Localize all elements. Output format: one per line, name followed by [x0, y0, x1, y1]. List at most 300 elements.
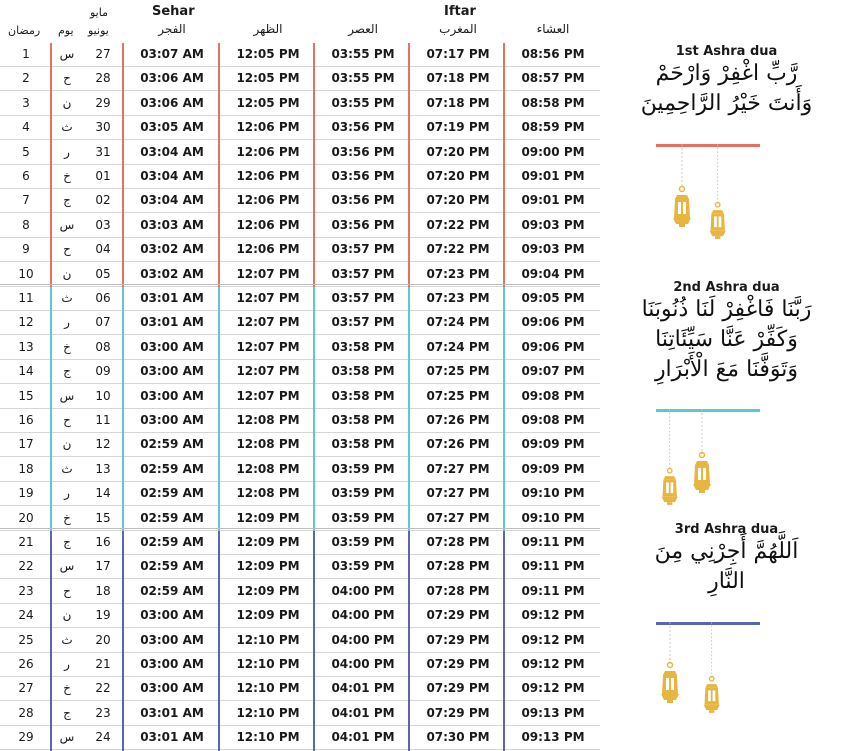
cell-date: 06 — [95, 291, 111, 305]
cell-date: 08 — [95, 339, 111, 354]
cell-asr: 04:01 PM — [331, 730, 395, 745]
header-asr: العصر — [348, 22, 378, 36]
cell-maghrib: 07:28 PM — [426, 559, 490, 574]
cell-day: ح — [63, 583, 71, 598]
table-row — [0, 677, 600, 701]
cell-maghrib: 07:29 PM — [426, 632, 490, 647]
cell-isha: 09:12 PM — [521, 632, 585, 647]
cell-isha: 09:09 PM — [521, 437, 585, 452]
table-row — [0, 336, 600, 360]
cell-fajr: 03:01 AM — [140, 705, 204, 720]
cell-asr: 03:57 PM — [331, 242, 395, 257]
lantern-icon — [669, 144, 695, 230]
column-divider — [122, 531, 124, 751]
cell-day: س — [59, 730, 75, 745]
lantern-icon — [700, 622, 723, 716]
cell-ramzan: 24 — [18, 608, 34, 623]
cell-isha: 09:11 PM — [521, 559, 585, 574]
cell-isha: 09:00 PM — [521, 144, 585, 159]
cell-isha: 09:13 PM — [521, 730, 585, 745]
cell-day: ح — [63, 242, 71, 257]
header-isha: العشاء — [536, 22, 570, 36]
cell-zuhr: 12:06 PM — [236, 120, 300, 135]
cell-day: ن — [62, 608, 72, 623]
cell-isha: 09:12 PM — [521, 681, 585, 696]
cell-date: 04 — [95, 242, 111, 257]
cell-fajr: 03:00 AM — [140, 657, 204, 671]
cell-ramzan: 7 — [22, 193, 30, 208]
header-zuhr: الظهر — [253, 22, 283, 36]
cell-day: خ — [63, 681, 71, 696]
dua-line: وَأَنتَ خَيْرُ الرَّاحِمِينَ — [640, 91, 813, 116]
table-row — [0, 263, 600, 287]
cell-day: ح — [63, 413, 71, 427]
cell-day: ن — [62, 437, 72, 452]
cell-ramzan: 28 — [18, 705, 34, 720]
table-row — [0, 507, 600, 531]
cell-zuhr: 12:06 PM — [236, 193, 300, 208]
cell-asr: 04:00 PM — [331, 608, 395, 623]
cell-date: 09 — [95, 364, 111, 379]
cell-ramzan: 13 — [18, 339, 34, 354]
cell-ramzan: 17 — [18, 437, 34, 452]
cell-day: ث — [61, 120, 73, 135]
dua-block — [610, 280, 843, 385]
cell-date: 15 — [95, 510, 111, 525]
cell-maghrib: 07:27 PM — [426, 510, 490, 525]
cell-date: 29 — [95, 95, 111, 110]
column-divider — [218, 531, 220, 751]
column-divider — [218, 287, 220, 531]
cell-isha: 09:09 PM — [521, 461, 585, 476]
table-row — [0, 653, 600, 677]
column-divider — [50, 287, 52, 531]
cell-zuhr: 12:06 PM — [236, 217, 300, 232]
cell-day: ث — [61, 632, 73, 647]
cell-date: 03 — [95, 217, 111, 232]
table-row — [0, 726, 600, 750]
cell-zuhr: 12:05 PM — [236, 47, 300, 61]
cell-zuhr: 12:07 PM — [236, 364, 300, 379]
cell-isha: 09:12 PM — [521, 657, 585, 671]
header-day: يوم — [58, 24, 74, 37]
table-row — [0, 189, 600, 213]
cell-day: ن — [62, 266, 72, 281]
cell-isha: 09:10 PM — [521, 486, 585, 501]
cell-zuhr: 12:10 PM — [236, 730, 300, 745]
cell-ramzan: 27 — [18, 681, 34, 696]
cell-ramzan: 6 — [22, 169, 30, 183]
table-row — [0, 141, 600, 165]
column-divider — [50, 531, 52, 751]
cell-maghrib: 07:28 PM — [426, 583, 490, 598]
cell-maghrib: 07:22 PM — [426, 217, 490, 232]
cell-maghrib: 07:24 PM — [426, 315, 490, 330]
table-row — [0, 214, 600, 238]
table-row — [0, 702, 600, 726]
cell-fajr: 03:00 AM — [140, 413, 204, 427]
cell-ramzan: 3 — [22, 95, 30, 110]
column-divider — [218, 43, 220, 287]
cell-day: س — [59, 217, 75, 232]
cell-date: 21 — [95, 657, 111, 671]
column-divider — [313, 43, 315, 287]
cell-day: ر — [64, 486, 70, 501]
cell-isha: 09:12 PM — [521, 608, 585, 623]
table-row — [0, 238, 600, 262]
cell-zuhr: 12:09 PM — [236, 559, 300, 574]
cell-day: ث — [61, 291, 73, 305]
cell-asr: 04:00 PM — [331, 657, 395, 671]
cell-isha: 09:03 PM — [521, 217, 585, 232]
cell-fajr: 02:59 AM — [140, 510, 204, 525]
cell-maghrib: 07:25 PM — [426, 388, 490, 403]
cell-ramzan: 8 — [22, 217, 30, 232]
cell-asr: 03:59 PM — [331, 535, 395, 549]
cell-isha: 09:04 PM — [521, 266, 585, 281]
column-divider — [408, 287, 410, 531]
cell-ramzan: 23 — [18, 583, 34, 598]
cell-zuhr: 12:08 PM — [236, 413, 300, 427]
column-divider — [408, 531, 410, 751]
table-header — [0, 0, 600, 42]
cell-date: 12 — [95, 437, 111, 452]
cell-isha: 09:11 PM — [521, 583, 585, 598]
cell-maghrib: 07:23 PM — [426, 291, 490, 305]
cell-date: 10 — [95, 388, 111, 403]
cell-fajr: 03:05 AM — [140, 120, 204, 135]
cell-isha: 08:56 PM — [521, 47, 585, 61]
cell-day: س — [59, 388, 75, 403]
cell-asr: 03:58 PM — [331, 388, 395, 403]
cell-isha: 09:06 PM — [521, 315, 585, 330]
dua-title: 3rd Ashra dua — [674, 522, 779, 537]
column-divider — [122, 287, 124, 531]
cell-fajr: 03:00 AM — [140, 388, 204, 403]
cell-ramzan: 11 — [18, 291, 34, 305]
cell-date: 28 — [95, 71, 111, 86]
cell-zuhr: 12:06 PM — [236, 144, 300, 159]
cell-asr: 03:59 PM — [331, 461, 395, 476]
cell-zuhr: 12:08 PM — [236, 486, 300, 501]
cell-day: ر — [64, 144, 70, 159]
table-row — [0, 482, 600, 506]
cell-asr: 03:58 PM — [331, 413, 395, 427]
cell-asr: 03:56 PM — [331, 144, 395, 159]
cell-day: س — [59, 47, 75, 61]
cell-isha: 09:07 PM — [521, 364, 585, 379]
cell-zuhr: 12:09 PM — [236, 583, 300, 598]
cell-fajr: 02:59 AM — [140, 583, 204, 598]
cell-zuhr: 12:10 PM — [236, 632, 300, 647]
ashra-separator — [0, 284, 600, 285]
cell-isha: 09:06 PM — [521, 339, 585, 354]
cell-asr: 03:57 PM — [331, 266, 395, 281]
cell-date: 01 — [95, 169, 111, 183]
table-row — [0, 67, 600, 91]
cell-zuhr: 12:10 PM — [236, 681, 300, 696]
cell-asr: 03:58 PM — [331, 437, 395, 452]
cell-zuhr: 12:05 PM — [236, 95, 300, 110]
cell-day: ر — [64, 315, 70, 330]
dua-line: رَبَّنَا فَاغْفِرْ لَنَا ذُنُوبَنَا — [641, 297, 812, 322]
cell-asr: 03:55 PM — [331, 95, 395, 110]
cell-maghrib: 07:26 PM — [426, 413, 490, 427]
dua-block — [610, 522, 843, 597]
cell-ramzan: 16 — [18, 413, 34, 427]
cell-asr: 04:00 PM — [331, 632, 395, 647]
cell-date: 31 — [95, 144, 111, 159]
cell-date: 14 — [95, 486, 111, 501]
cell-fajr: 03:00 AM — [140, 632, 204, 647]
cell-day: ج — [63, 535, 71, 549]
cell-zuhr: 12:09 PM — [236, 510, 300, 525]
cell-day: خ — [63, 510, 71, 525]
cell-ramzan: 29 — [18, 730, 34, 745]
dua-line: وَتَوَفَّنَا مَعَ الْأَبْرَارِ — [654, 357, 799, 382]
table-row — [0, 43, 600, 67]
dua-title: 1st Ashra dua — [675, 44, 778, 59]
dua-line: وَكَفِّرْ عَنَّا سَيِّئَاتِنَا — [655, 327, 798, 352]
cell-ramzan: 14 — [18, 364, 34, 379]
cell-isha: 09:08 PM — [521, 388, 585, 403]
table-row — [0, 629, 600, 653]
column-divider — [408, 43, 410, 287]
cell-maghrib: 07:30 PM — [426, 730, 490, 745]
cell-isha: 09:01 PM — [521, 193, 585, 208]
cell-zuhr: 12:07 PM — [236, 339, 300, 354]
cell-asr: 04:01 PM — [331, 705, 395, 720]
column-divider — [503, 43, 505, 287]
cell-fajr: 03:00 AM — [140, 681, 204, 696]
cell-fajr: 03:01 AM — [140, 315, 204, 330]
cell-asr: 03:58 PM — [331, 339, 395, 354]
cell-fajr: 03:02 AM — [140, 266, 204, 281]
cell-asr: 03:55 PM — [331, 71, 395, 86]
dua-block — [610, 44, 843, 119]
cell-fajr: 03:04 AM — [140, 193, 204, 208]
cell-asr: 03:57 PM — [331, 315, 395, 330]
cell-fajr: 03:03 AM — [140, 217, 204, 232]
column-divider — [313, 531, 315, 751]
cell-asr: 04:01 PM — [331, 681, 395, 696]
cell-day: ث — [61, 461, 73, 476]
cell-maghrib: 07:17 PM — [426, 47, 490, 61]
table-row — [0, 116, 600, 140]
cell-ramzan: 18 — [18, 461, 34, 476]
column-divider — [313, 287, 315, 531]
cell-zuhr: 12:08 PM — [236, 461, 300, 476]
cell-ramzan: 26 — [18, 657, 34, 671]
cell-isha: 09:05 PM — [521, 291, 585, 305]
table-row — [0, 92, 600, 116]
cell-zuhr: 12:05 PM — [236, 71, 300, 86]
header-fajr: الفجر — [158, 22, 186, 36]
cell-maghrib: 07:18 PM — [426, 95, 490, 110]
cell-isha: 09:13 PM — [521, 705, 585, 720]
cell-maghrib: 07:29 PM — [426, 657, 490, 671]
cell-isha: 08:58 PM — [521, 95, 585, 110]
cell-ramzan: 20 — [18, 510, 34, 525]
table-row — [0, 360, 600, 384]
cell-maghrib: 07:29 PM — [426, 681, 490, 696]
cell-ramzan: 4 — [22, 120, 30, 135]
column-divider — [503, 531, 505, 751]
cell-date: 22 — [95, 681, 111, 696]
cell-fajr: 02:59 AM — [140, 535, 204, 549]
cell-zuhr: 12:06 PM — [236, 242, 300, 257]
table-row — [0, 165, 600, 189]
cell-date: 02 — [95, 193, 111, 208]
cell-fajr: 03:00 AM — [140, 608, 204, 623]
cell-asr: 03:56 PM — [331, 120, 395, 135]
cell-isha: 08:59 PM — [521, 120, 585, 135]
cell-fajr: 03:06 AM — [140, 95, 204, 110]
dua-line: رَّبِّ اغْفِرْ وَارْحَمْ — [655, 61, 798, 86]
cell-zuhr: 12:06 PM — [236, 169, 300, 183]
cell-asr: 03:57 PM — [331, 291, 395, 305]
cell-asr: 03:59 PM — [331, 486, 395, 501]
lantern-icon — [658, 409, 681, 508]
cell-zuhr: 12:09 PM — [236, 608, 300, 623]
cell-fajr: 02:59 AM — [140, 486, 204, 501]
ashra-separator — [0, 528, 600, 529]
table-row — [0, 531, 600, 555]
cell-day: خ — [63, 169, 71, 183]
cell-day: ج — [63, 193, 71, 208]
cell-day: ج — [63, 364, 71, 379]
cell-date: 20 — [95, 632, 111, 647]
cell-date: 23 — [95, 705, 111, 720]
cell-asr: 03:56 PM — [331, 193, 395, 208]
cell-maghrib: 07:27 PM — [426, 461, 490, 476]
cell-date: 13 — [95, 461, 111, 476]
header-may: مايو — [90, 6, 108, 19]
cell-zuhr: 12:07 PM — [236, 291, 300, 305]
cell-fajr: 02:59 AM — [140, 559, 204, 574]
cell-fajr: 03:00 AM — [140, 339, 204, 354]
cell-maghrib: 07:19 PM — [426, 120, 490, 135]
cell-isha: 09:01 PM — [521, 169, 585, 183]
cell-maghrib: 07:26 PM — [426, 437, 490, 452]
cell-asr: 03:58 PM — [331, 364, 395, 379]
cell-zuhr: 12:10 PM — [236, 657, 300, 671]
cell-ramzan: 12 — [18, 315, 34, 330]
table-row — [0, 287, 600, 311]
cell-date: 30 — [95, 120, 111, 135]
cell-date: 24 — [95, 730, 111, 745]
column-divider — [50, 43, 52, 287]
header-sehar: Sehar — [152, 4, 195, 19]
header-iftar: Iftar — [444, 4, 476, 19]
cell-fajr: 03:04 AM — [140, 169, 204, 183]
dua-line: النَّارِ — [708, 569, 745, 594]
cell-maghrib: 07:22 PM — [426, 242, 490, 257]
cell-fajr: 03:01 AM — [140, 730, 204, 745]
lantern-icon — [657, 622, 683, 706]
cell-ramzan: 22 — [18, 559, 34, 574]
cell-date: 19 — [95, 608, 111, 623]
cell-date: 07 — [95, 315, 111, 330]
cell-date: 27 — [95, 47, 111, 61]
header-maghrib: المغرب — [439, 22, 477, 36]
cell-date: 16 — [95, 535, 111, 549]
cell-maghrib: 07:20 PM — [426, 193, 490, 208]
cell-ramzan: 9 — [22, 242, 30, 257]
cell-zuhr: 12:10 PM — [236, 705, 300, 720]
column-divider — [503, 287, 505, 531]
cell-maghrib: 07:27 PM — [426, 486, 490, 501]
cell-fajr: 03:01 AM — [140, 291, 204, 305]
cell-day: ج — [63, 705, 71, 720]
cell-day: ن — [62, 95, 72, 110]
cell-ramzan: 15 — [18, 388, 34, 403]
cell-fajr: 03:02 AM — [140, 242, 204, 257]
cell-asr: 03:56 PM — [331, 217, 395, 232]
cell-ramzan: 5 — [22, 144, 30, 159]
cell-zuhr: 12:09 PM — [236, 535, 300, 549]
cell-zuhr: 12:07 PM — [236, 315, 300, 330]
cell-isha: 09:11 PM — [521, 535, 585, 549]
cell-maghrib: 07:28 PM — [426, 535, 490, 549]
cell-ramzan: 25 — [18, 632, 34, 647]
cell-day: خ — [63, 339, 71, 354]
cell-asr: 03:55 PM — [331, 47, 395, 61]
cell-day: ر — [64, 657, 70, 671]
cell-day: ح — [63, 71, 71, 86]
cell-maghrib: 07:25 PM — [426, 364, 490, 379]
cell-date: 11 — [95, 413, 111, 427]
cell-maghrib: 07:29 PM — [426, 705, 490, 720]
lantern-icon — [689, 409, 715, 496]
cell-fajr: 03:04 AM — [140, 144, 204, 159]
cell-zuhr: 12:07 PM — [236, 266, 300, 281]
cell-maghrib: 07:20 PM — [426, 144, 490, 159]
header-ramzan: رمضان — [8, 24, 41, 37]
cell-isha: 09:10 PM — [521, 510, 585, 525]
cell-ramzan: 10 — [18, 266, 34, 281]
cell-ramzan: 2 — [22, 71, 30, 86]
cell-asr: 03:56 PM — [331, 169, 395, 183]
cell-fajr: 03:06 AM — [140, 71, 204, 86]
header-june: يونيو — [88, 24, 109, 37]
table-row — [0, 555, 600, 579]
cell-date: 18 — [95, 583, 111, 598]
cell-fajr: 03:00 AM — [140, 364, 204, 379]
table-row — [0, 604, 600, 628]
cell-ramzan: 19 — [18, 486, 34, 501]
cell-isha: 08:57 PM — [521, 71, 585, 86]
cell-zuhr: 12:07 PM — [236, 388, 300, 403]
cell-date: 17 — [95, 559, 111, 574]
table-row — [0, 385, 600, 409]
cell-date: 05 — [95, 266, 111, 281]
lantern-icon — [706, 144, 729, 242]
cell-maghrib: 07:18 PM — [426, 71, 490, 86]
table-row — [0, 458, 600, 482]
cell-fajr: 03:07 AM — [140, 47, 204, 61]
cell-maghrib: 07:29 PM — [426, 608, 490, 623]
cell-isha: 09:03 PM — [521, 242, 585, 257]
cell-zuhr: 12:08 PM — [236, 437, 300, 452]
cell-asr: 03:59 PM — [331, 510, 395, 525]
cell-maghrib: 07:23 PM — [426, 266, 490, 281]
cell-maghrib: 07:20 PM — [426, 169, 490, 183]
dua-line: اَللَّهُمَّ أَجِرْنِي مِنَ — [654, 539, 799, 564]
column-divider — [122, 43, 124, 287]
table-row — [0, 311, 600, 335]
dua-title: 2nd Ashra dua — [673, 280, 780, 295]
